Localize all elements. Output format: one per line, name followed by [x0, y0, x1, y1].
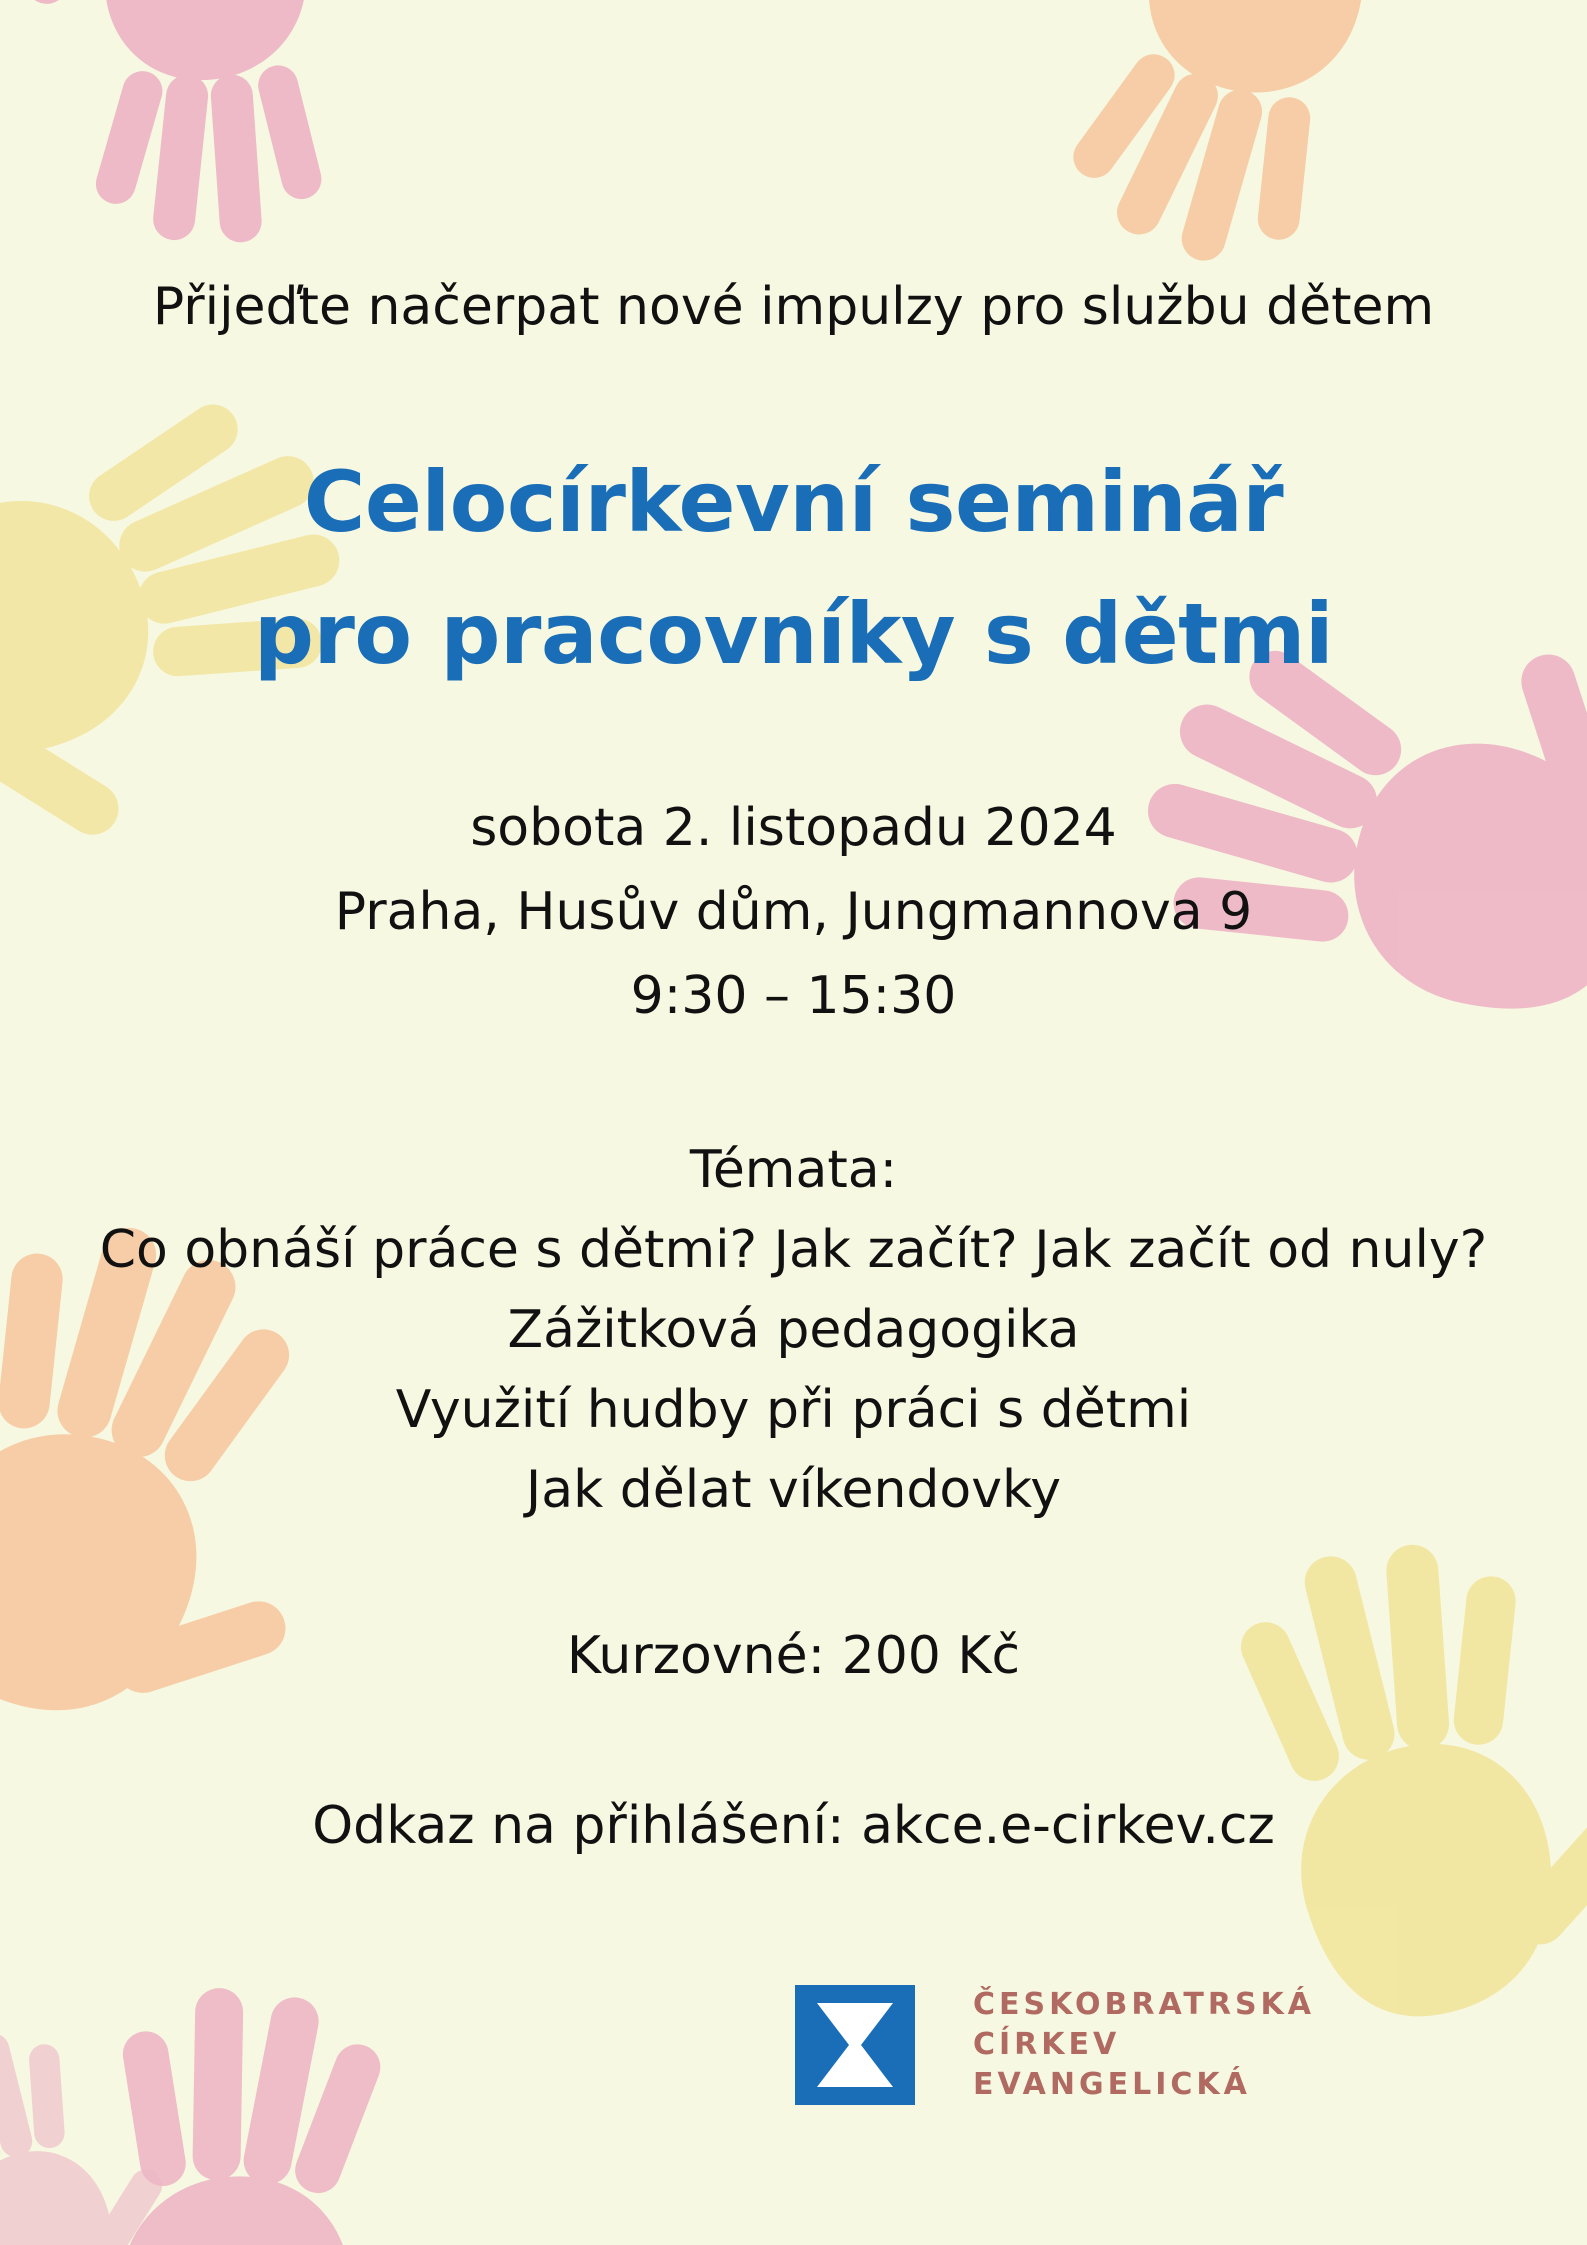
church-logo [795, 1985, 1355, 2105]
event-location: Praha, Husův dům, Jungmannova 9 [334, 882, 1253, 942]
topic-item: Využití hudby při práci s dětmi [395, 1380, 1192, 1440]
logo-line-2: CÍRKEV [973, 2027, 1121, 2062]
event-time: 9:30 – 15:30 [630, 966, 957, 1026]
topics-heading: Témata: [689, 1140, 898, 1200]
intro-text: Přijeďte načerpat nové impulzy pro službu dětem [152, 277, 1435, 337]
topic-item: Jak dělat víkendovky [525, 1460, 1062, 1520]
registration-link[interactable]: Odkaz na přihlášení: akce.e-cirkev.cz [312, 1796, 1275, 1856]
church-logo-text [973, 1985, 1373, 2105]
topic-item: Zážitková pedagogika [507, 1300, 1080, 1360]
logo-line-3: EVANGELICKÁ [973, 2067, 1251, 2102]
course-fee: Kurzovné: 200 Kč [566, 1626, 1021, 1686]
title-line-1: Celocírkevní seminář [303, 453, 1284, 551]
topic-item: Co obnáší práce s dětmi? Jak začít? Jak začít od nuly? [99, 1220, 1488, 1280]
event-date: sobota 2. listopadu 2024 [470, 798, 1117, 858]
logo-line-1: ČESKOBRATRSKÁ [973, 1987, 1316, 2022]
church-logo-icon [795, 1985, 915, 2105]
title-line-2: pro pracovníky s dětmi [253, 585, 1334, 683]
